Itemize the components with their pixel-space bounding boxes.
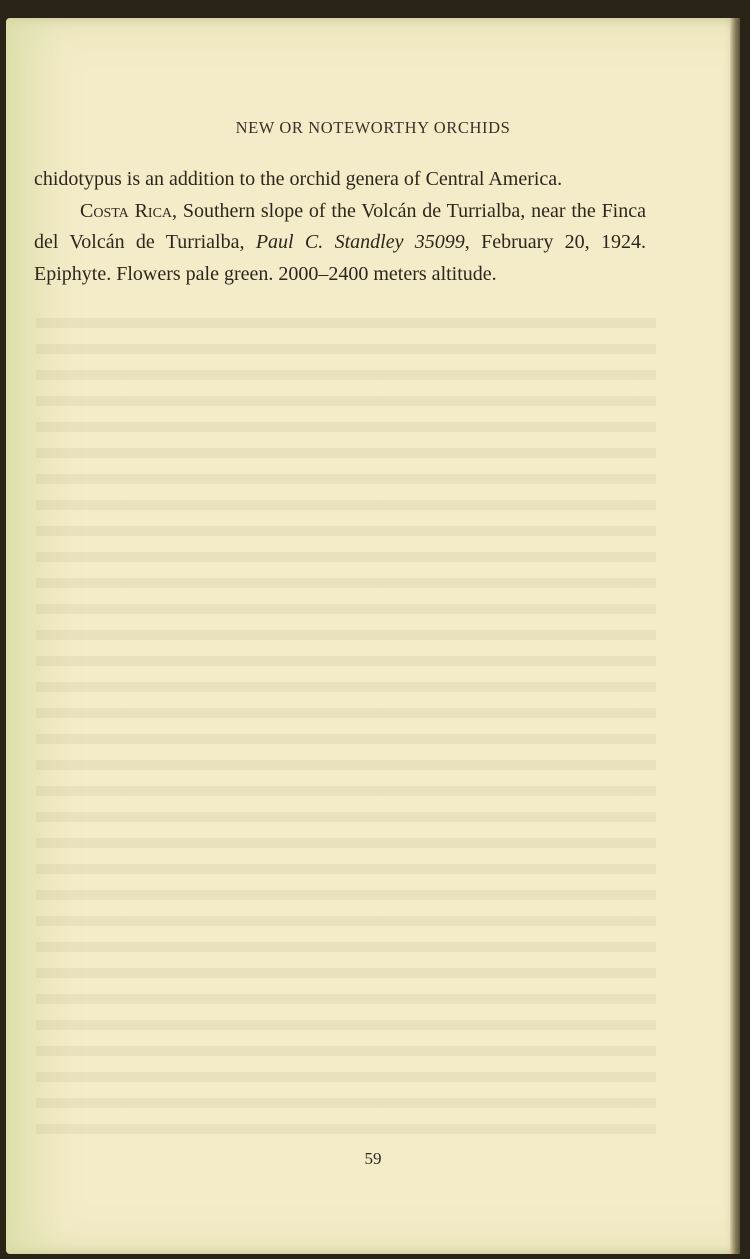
specimen-details: , February 20, 1924. Epiphyte. Flowers pale green. 2000–2400 meters altitude. — [34, 231, 646, 285]
show-through-index — [36, 318, 656, 1148]
book-page — [6, 18, 740, 1254]
running-head: NEW OR NOTEWORTHY ORCHIDS — [235, 118, 511, 137]
paragraph-specimen — [34, 196, 646, 291]
page-edge — [730, 18, 740, 1254]
locality-country: Costa Rica — [80, 199, 173, 222]
collector-number: Paul C. Standley 35099 — [255, 231, 465, 253]
page-number: 59 — [364, 1149, 382, 1168]
locality-text: , Southern slope of the Volcán de Turrialba, near the Finca del Volcán de Turrialba, — [34, 199, 646, 253]
paragraph-genera-note: chidotypus is an addition to the orchid genera of Central America. — [34, 168, 563, 190]
body-text — [34, 164, 646, 290]
